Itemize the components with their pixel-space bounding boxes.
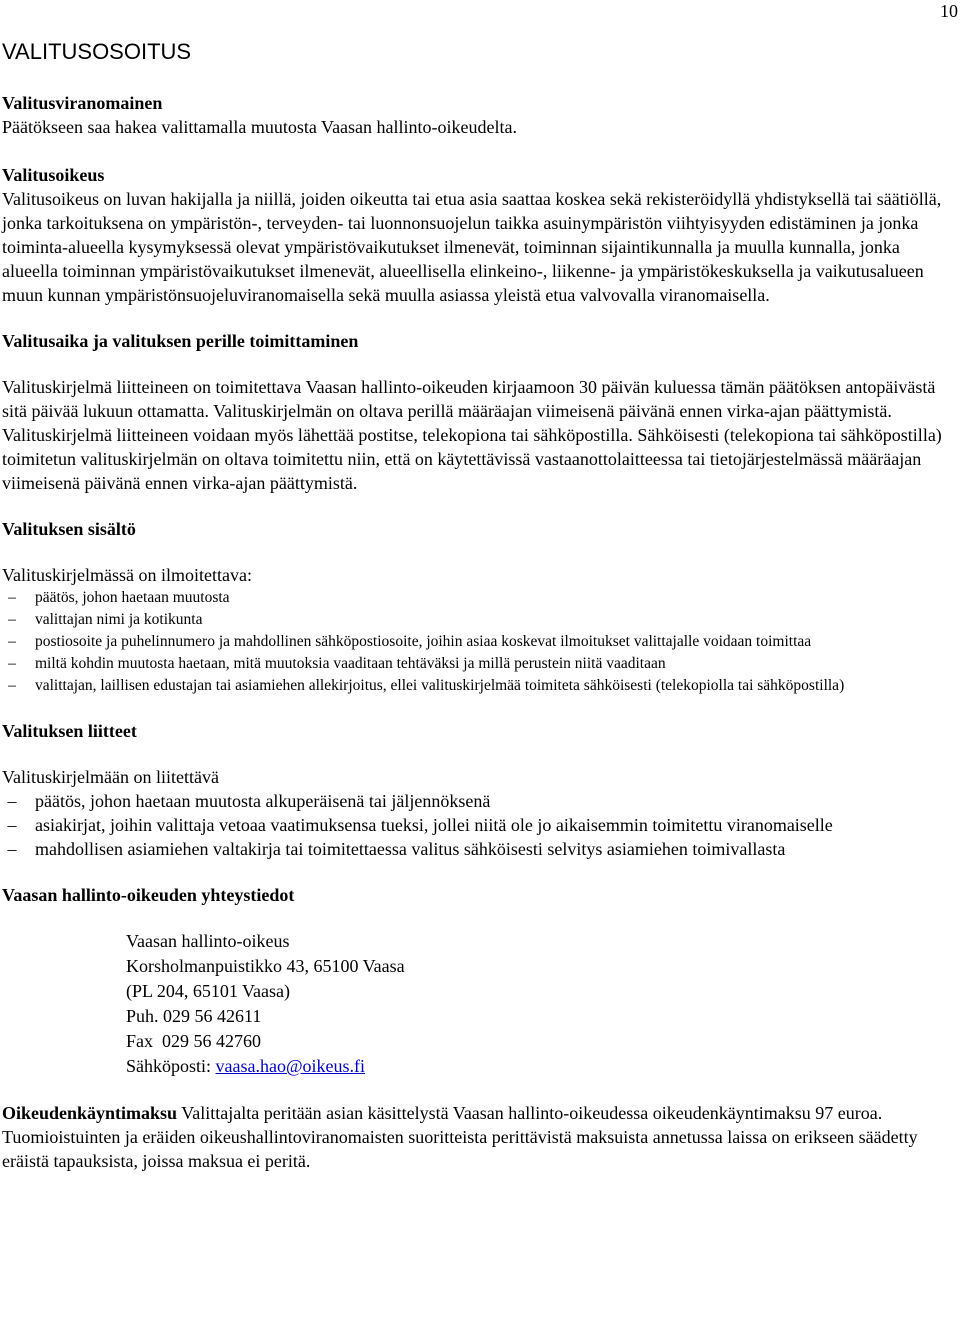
list-item: – mahdollisen asiamiehen valtakirja tai toimitettaessa valitus sähköisesti selvitys asiamiehen toimivallasta xyxy=(7,839,786,859)
section-text: Päätökseen saa hakea valittamalla muutosta Vaasan hallinto-oikeudelta. xyxy=(2,117,517,137)
contact-address: Korsholmanpuistikko 43, 65100 Vaasa xyxy=(126,956,405,976)
section-appeal-period xyxy=(2,329,956,495)
section-text: Valituskirjelmä liitteineen on toimitettava Vaasan hallinto-oikeuden kirjaamoon 30 päivän kuluessa tämän päätöksen antopäivästä sitä päivää lukuun ottamatta. Valituskirjelmän on oltava perillä määräajan viimeisenä päivänä ennen virka-ajan päättymistä. Valituskirjelmä liitteineen voidaan myös lähettää postitse, telekopiona tai sähköpostilla. Sähköisesti (telekopiona tai sähköpostilla) toimitetun valituskirjelmän on oltava toimitettu niin, että on käytettävissä vastaanottolaitteessa tai tietojärjestelmässä määräajan viimeisenä päivänä ennen virka-ajan päättymistä. xyxy=(2,377,942,493)
document-title: VALITUSOSOITUS xyxy=(2,39,192,64)
section-right-of-appeal xyxy=(2,163,956,307)
contact-block xyxy=(126,929,956,1079)
section-appeal-attachments xyxy=(2,719,956,861)
section-heading: Valituksen sisältö xyxy=(2,519,136,539)
list-item: – postiosoite ja puhelinnumero ja mahdollinen sähköpostiosoite, joihin asiaa koskevat ilmoitukset valittajalle voidaan toimittaa xyxy=(8,633,812,650)
document-body xyxy=(2,37,956,1173)
section-heading: Vaasan hallinto-oikeuden yhteystiedot xyxy=(2,885,295,905)
section-text: Oikeudenkäyntimaksu Valittajalta peritään asian käsittelystä Vaasan hallinto-oikeudessa oikeudenkäyntimaksu 97 euroa. Tuomioistuinten ja eräiden oikeushallintoviranomaisten suoritteista perittävistä maksuista annetussa laissa on erikseen säädetty eräistä tapauksista, joissa maksua ei peritä. xyxy=(2,1103,918,1171)
section-heading: Valitusaika ja valituksen perille toimittaminen xyxy=(2,331,359,351)
section-heading: Oikeudenkäyntimaksu xyxy=(2,1103,178,1123)
contents-list xyxy=(2,587,956,697)
list-item: – miltä kohdin muutosta haetaan, mitä muutoksia vaaditaan tehtäväksi ja millä perustein niitä vaaditaan xyxy=(8,655,666,672)
email-link[interactable]: vaasa.hao@oikeus.fi xyxy=(215,1056,366,1076)
contact-name: Vaasan hallinto-oikeus xyxy=(126,931,290,951)
contact-email-line: Sähköposti: vaasa.hao@oikeus.fi xyxy=(126,1056,366,1076)
contact-po-box: (PL 204, 65101 Vaasa) xyxy=(126,981,290,1001)
attachments-list xyxy=(2,789,956,861)
list-item: – päätös, johon haetaan muutosta xyxy=(8,589,230,606)
list-item: – valittajan nimi ja kotikunta xyxy=(8,611,203,628)
list-item: – päätös, johon haetaan muutosta alkuperäisenä tai jäljennöksenä xyxy=(7,791,491,811)
contact-phone: Puh. 029 56 42611 xyxy=(126,1006,262,1026)
section-heading: Valitusviranomainen xyxy=(2,93,163,113)
list-item: – valittajan, laillisen edustajan tai asiamiehen allekirjoitus, ellei valituskirjelmää toimiteta sähköisesti (telekopiolla tai sähköpostilla) xyxy=(8,677,845,694)
section-intro: Valituskirjelmään on liitettävä xyxy=(2,767,219,787)
section-appeal-contents xyxy=(2,517,956,697)
list-item: – asiakirjat, joihin valittaja vetoaa vaatimuksensa tueksi, jollei niitä ole jo aikaisemmin toimitettu viranomaiselle xyxy=(7,815,833,835)
section-court-fee xyxy=(2,1101,956,1173)
section-intro: Valituskirjelmässä on ilmoitettava: xyxy=(2,565,252,585)
section-appeal-authority xyxy=(2,91,956,139)
page-number: 10 xyxy=(940,1,958,21)
section-heading: Valitusoikeus xyxy=(2,165,105,185)
section-heading: Valituksen liitteet xyxy=(2,721,137,741)
section-contact-info xyxy=(2,883,956,1079)
section-text: Valitusoikeus on luvan hakijalla ja niillä, joiden oikeutta tai etua asia saattaa koskea sekä rekisteröidyllä yhdistyksellä tai säätiöllä, jonka tarkoituksena on ympäristön-, terveyden- tai luonnonsuojelun taikka asuinympäristön viihtyisyyden edistäminen ja jonka toiminta-alueella kysymyksessä olevat ympäristövaikutukset ilmenevät, toiminnan sijaintikunnalla ja muulla kunnalla, jonka alueella toiminnan ympäristövaikutukset ilmenevät, alueellisella elinkeino-, liikenne- ja ympäristökeskuksella ja vaikutusalueen muun kunnan ympäristönsuojeluviranomaisella sekä muulla asiassa yleistä etua valvovalla viranomaisella. xyxy=(2,189,942,305)
contact-fax: Fax 029 56 42760 xyxy=(126,1031,261,1051)
